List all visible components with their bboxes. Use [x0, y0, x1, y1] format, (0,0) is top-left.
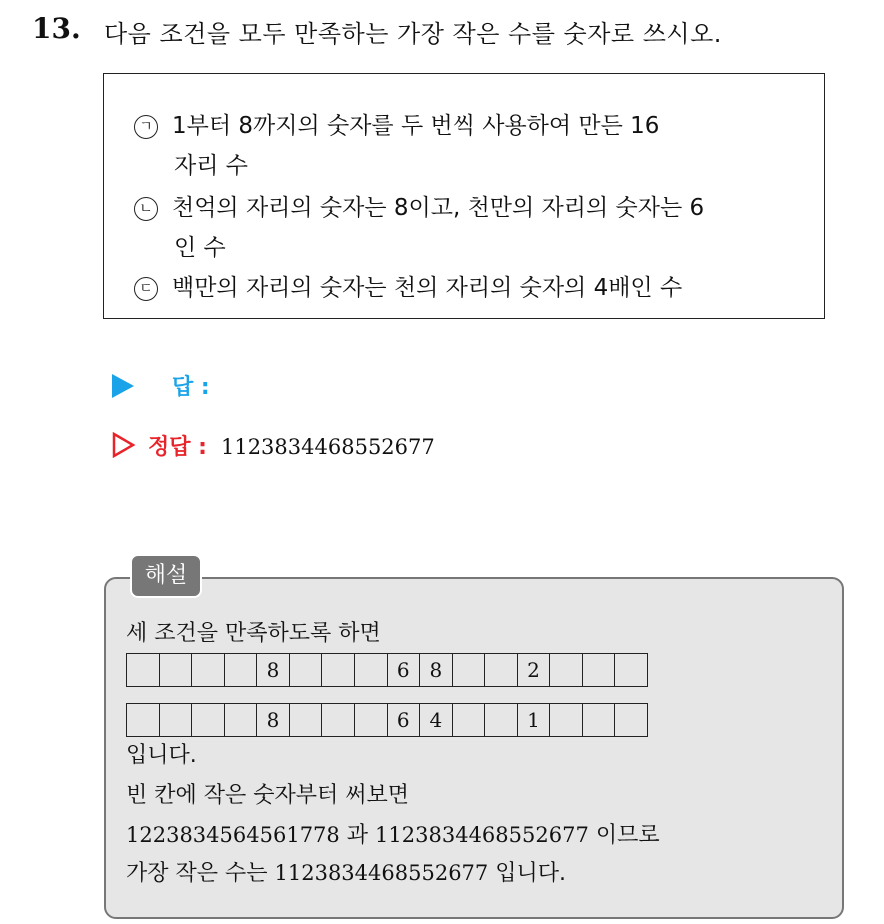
condition-1 [134, 106, 659, 186]
explanation-tag: 해설 [130, 554, 202, 598]
conditions-box [103, 73, 825, 319]
digit-grid-2 [126, 703, 648, 737]
correct-answer-value: 1123834468552677 [220, 435, 435, 459]
grid-cell: 8 [419, 654, 452, 686]
candidate-2: 1123834468552677 [375, 823, 589, 847]
grid-cell: 8 [256, 654, 289, 686]
grid-cell [582, 704, 615, 736]
grid-cell [289, 654, 322, 686]
connector: 과 [346, 823, 369, 848]
condition-2 [134, 188, 704, 268]
grid-cell [159, 704, 192, 736]
connector-2: 이므로 [595, 823, 660, 848]
explanation-fill-text: 빈 칸에 작은 숫자부터 써보면 [126, 783, 409, 808]
grid-cell [159, 654, 192, 686]
grid-cell [321, 704, 354, 736]
question-text: 다음 조건을 모두 만족하는 가장 작은 수를 숫자로 쓰시오. [104, 20, 722, 48]
explanation-after-grid: 입니다. [126, 743, 197, 768]
grid-cell: 8 [256, 704, 289, 736]
grid-cell: 6 [387, 654, 420, 686]
conclusion-value: 1123834468552677 [274, 861, 489, 885]
conclusion-pre: 가장 작은 수는 [126, 861, 268, 886]
play-triangle-icon [112, 374, 134, 398]
grid-cell [452, 654, 485, 686]
grid-cell: 6 [387, 704, 420, 736]
grid-cell: 1 [517, 704, 550, 736]
correct-answer-row [112, 430, 435, 461]
grid-cell [354, 654, 387, 686]
question-number: 13. [32, 12, 81, 45]
circled-mark-3: ㄷ [134, 277, 158, 301]
condition-1-line2: 자리 수 [174, 153, 248, 179]
conclusion-post: 입니다. [495, 861, 567, 886]
correct-answer-label: 정답 : [148, 435, 207, 460]
grid-cell [452, 704, 485, 736]
answer-label: 답 : [172, 375, 210, 400]
grid-cell [582, 654, 615, 686]
circled-mark-1: ㄱ [134, 115, 158, 139]
outline-triangle-icon [112, 432, 136, 458]
condition-1-line1: 1부터 8까지의 숫자를 두 번씩 사용하여 만든 16 [172, 113, 660, 139]
grid-cell: 2 [517, 654, 550, 686]
grid-cell [549, 654, 582, 686]
grid-cell [289, 704, 322, 736]
grid-cell [549, 704, 582, 736]
grid-cell [321, 654, 354, 686]
grid-cell [126, 704, 159, 736]
condition-3 [134, 268, 682, 308]
explanation-candidates [126, 818, 660, 849]
grid-cell [614, 654, 648, 686]
answer-row [112, 370, 210, 401]
grid-cell [354, 704, 387, 736]
explanation-conclusion [126, 856, 566, 887]
grid-cell [126, 654, 159, 686]
grid-cell [614, 704, 648, 736]
candidate-1: 1223834564561778 [126, 823, 340, 847]
grid-cell [191, 654, 224, 686]
grid-cell [191, 704, 224, 736]
grid-cell [484, 654, 517, 686]
circled-mark-2: ㄴ [134, 197, 158, 221]
grid-cell: 4 [419, 704, 452, 736]
grid-cell [484, 704, 517, 736]
digit-grid-1 [126, 653, 648, 687]
condition-2-line1: 천억의 자리의 숫자는 8이고, 천만의 자리의 숫자는 6 [172, 195, 705, 221]
explanation-intro: 세 조건을 만족하도록 하면 [126, 621, 381, 646]
grid-cell [224, 704, 257, 736]
grid-cell [224, 654, 257, 686]
condition-2-line2: 인 수 [174, 235, 226, 261]
condition-3-line1: 백만의 자리의 숫자는 천의 자리의 숫자의 4배인 수 [172, 275, 683, 301]
